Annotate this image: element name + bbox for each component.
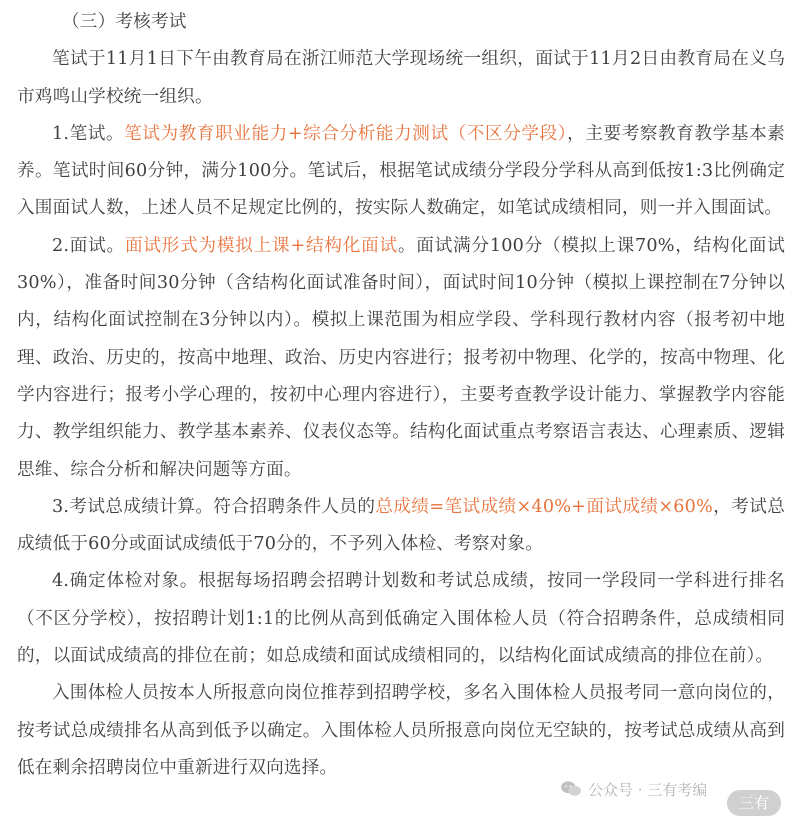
total-score-paragraph [17,489,785,564]
written-test-paragraph [17,116,785,228]
intro-text: 笔试于11月1日下午由教育局在浙江师范大学现场统一组织，面试于11月2日由教育局在义乌市鸡鸣山学校统一组织。 [17,49,785,107]
intro-paragraph [17,41,785,116]
total-score-rest: ，考试总成绩低于60分或面试成绩低于70分的，不予列入体检、考察对象。 [17,496,785,555]
watermark [560,778,707,800]
assignment-paragraph [17,675,785,787]
document-body [17,4,785,787]
physical-exam-paragraph [17,563,785,675]
written-test-highlight: 笔试为教育职业能力+综合分析能力测试（不区分学段） [124,123,568,144]
interview-rest: 。面试满分100分（模拟上课70%，结构化面试30%），准备时间30分钟（含结构化面试准备时间），面试时间10分钟（模拟上课控制在7分钟以内，结构化面试控制在3分钟以内）。模拟上课范围为相应学段、学科现行教材内容（报考初中地理、政治、历史的，按高中地理、政治、历史内容进行；报考初中物理、化学的，按高中物理、化学内容进行；报考小学心理的，按初中心理内容进行），主要考查教学设计能力、掌握教学内容能力、教学组织能力、教学基本素养、仪表仪态等。结构化面试重点考察语言表达、心理素质、逻辑思维、综合分析和解决问题等方面。 [17,235,785,480]
total-score-formula: 总成绩=笔试成绩×40%+面试成绩×60% [375,496,713,517]
watermark-badge: 三有 [727,790,781,816]
interview-paragraph [17,228,785,489]
physical-exam-text: 4.确定体检对象。根据每场招聘会招聘计划数和考试总成绩，按同一学段同一学科进行排名（不区分学校），按招聘计划1:1的比例从高到低确定入围体检人员（符合招聘条件，总成绩相同的，以面试成绩高的排位在前；如总成绩和面试成绩相同的，以结构化面试成绩高的排位在前）。 [17,571,785,667]
wechat-icon [560,780,582,798]
interview-lead: 2.面试。 [52,235,125,256]
interview-highlight: 面试形式为模拟上课+结构化面试 [124,235,398,256]
written-test-lead: 1.笔试。 [52,123,125,144]
watermark-text: 公众号 · 三有考编 [588,780,708,799]
written-test-rest: ，主要考察教育教学基本素养。笔试时间60分钟，满分100分。笔试后，根据笔试成绩分学段分学科从高到低按1:3比例确定入围面试人数，上述人员不足规定比例的，按实际人数确定，如笔试成绩相同，则一并入围面试。 [17,123,785,219]
section-heading-text: （三）考核考试 [62,12,187,32]
section-heading [17,4,785,41]
total-score-lead: 3.考试总成绩计算。符合招聘条件人员的 [52,496,376,517]
assignment-text: 入围体检人员按本人所报意向岗位推荐到招聘学校，多名入围体检人员报考同一意向岗位的，按考试总成绩排名从高到低予以确定。入围体检人员所报意向岗位无空缺的，按考试总成绩从高到低在剩余招聘岗位中重新进行双向选择。 [17,683,785,778]
